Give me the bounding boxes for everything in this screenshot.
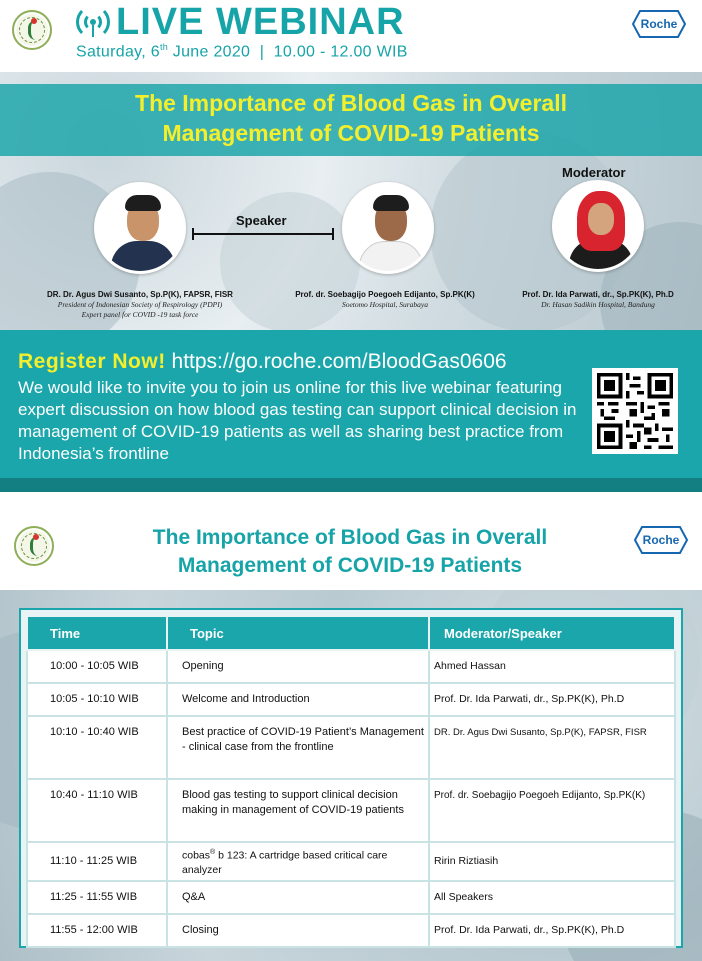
row-speaker: Prof. dr. Soebagijo Poegoeh Edijanto, Sp.PK(K) [429, 779, 675, 842]
row-speaker: Prof. Dr. Ida Parwati, dr., Sp.PK(K), Ph.D [429, 914, 675, 947]
schedule-table-panel [19, 608, 683, 948]
row-speaker: Ririn Riztiasih [429, 842, 675, 881]
moderator-affiliation: Dr. Hasan Sadikin Hospital, Bandung [541, 300, 655, 309]
webinar-heading [76, 1, 408, 61]
speaker-1-photo [94, 182, 186, 274]
row-time: 11:55 - 12:00 WIB [27, 914, 167, 947]
speaker-2-name: Prof. dr. Soebagijo Poegoeh Edijanto, Sp.PK(K) [295, 290, 475, 299]
schedule-header [0, 502, 702, 590]
row-time: 10:00 - 10:05 WIB [27, 650, 167, 683]
register-section [0, 330, 702, 492]
row-time: 11:25 - 11:55 WIB [27, 881, 167, 914]
hero-banner [0, 72, 702, 330]
speaker-1-name: DR. Dr. Agus Dwi Susanto, Sp.P(K), FAPSR, FISR [47, 290, 233, 299]
top-header [0, 0, 702, 72]
table-row [27, 842, 675, 881]
schedule-table [26, 615, 676, 948]
live-webinar-title: LIVE WEBINAR [116, 1, 405, 43]
moderator-label: Moderator [562, 165, 626, 180]
table-row [27, 779, 675, 842]
speaker-2-affiliation: Soetomo Hospital, Surabaya [341, 300, 429, 309]
row-time: 10:10 - 10:40 WIB [27, 716, 167, 779]
table-row [27, 914, 675, 947]
table-row [27, 716, 675, 779]
register-bottom-strip [0, 478, 702, 492]
table-row [27, 881, 675, 914]
roche-logo: Roche [634, 526, 688, 554]
speaker-1-affiliation: President of Indonesian Society of Respirology (PDPI) [57, 300, 223, 309]
table-row [27, 650, 675, 683]
register-now-label: Register Now! [18, 350, 166, 373]
hero-title: The Importance of Blood Gas in Overall Management of COVID-19 Patients [135, 90, 567, 146]
row-topic: Opening [167, 650, 429, 683]
speaker-2-photo [342, 182, 434, 274]
roche-logo: Roche [632, 10, 686, 38]
table-row [27, 683, 675, 716]
row-speaker: Prof. Dr. Ida Parwati, dr., Sp.PK(K), Ph.D [429, 683, 675, 716]
row-speaker: DR. Dr. Agus Dwi Susanto, Sp.P(K), FAPSR, FISR [429, 716, 675, 779]
row-topic: Blood gas testing to support clinical decision making in management of COVID-19 patients [167, 779, 429, 842]
speaker-label: Speaker [236, 213, 287, 228]
speaker-connector [192, 233, 334, 235]
society-logo-icon [14, 526, 54, 566]
row-topic: Q&A [167, 881, 429, 914]
table-header-row [27, 616, 675, 650]
schedule-title: The Importance of Blood Gas in Overall Management of COVID-19 Patients [152, 526, 548, 577]
moderator-name: Prof. Dr. Ida Parwati, dr., Sp.PK(K), Ph.D [522, 290, 674, 299]
row-time: 10:40 - 11:10 WIB [27, 779, 167, 842]
invitation-text: We would like to invite you to join us online for this live webinar featuring expert discussion on how blood gas testing can support clinical decision in management of COVID-19 patients as well as sharing best practice from Indonesia’s frontline [18, 378, 577, 463]
row-speaker: All Speakers [429, 881, 675, 914]
column-header-topic: Topic [167, 616, 429, 650]
registration-qr-code[interactable] [592, 368, 678, 454]
row-speaker: Ahmed Hassan [429, 650, 675, 683]
row-topic: Closing [167, 914, 429, 947]
section-gap [0, 492, 702, 502]
row-time: 10:05 - 10:10 WIB [27, 683, 167, 716]
register-link[interactable]: https://go.roche.com/BloodGas0606 [171, 350, 507, 373]
column-header-time: Time [27, 616, 167, 650]
row-topic: Welcome and Introduction [167, 683, 429, 716]
broadcast-icon [76, 5, 110, 39]
society-logo-icon [12, 10, 52, 50]
row-topic: Best practice of COVID-19 Patient’s Management - clinical case from the frontline [167, 716, 429, 779]
register-line [18, 350, 507, 374]
row-time: 11:10 - 11:25 WIB [27, 842, 167, 881]
column-header-speaker: Moderator/Speaker [429, 616, 675, 650]
row-topic: cobas® b 123: A cartridge based critical care analyzer [167, 842, 429, 881]
speaker-1-role: Expert panel for COVID -19 task force [81, 310, 199, 319]
moderator-photo [552, 180, 644, 272]
event-date: Saturday, 6th June 2020 | 10.00 - 12.00 WIB [76, 42, 408, 61]
